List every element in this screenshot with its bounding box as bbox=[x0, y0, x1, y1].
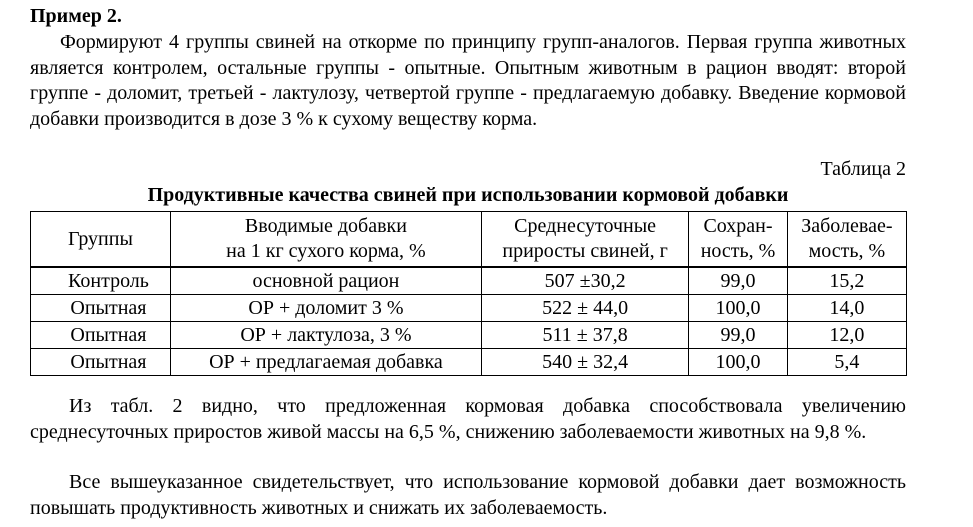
header-groups: Группы bbox=[31, 212, 171, 268]
cell-additive: основной рацион bbox=[170, 267, 481, 295]
header-daily-gain: Среднесуточные приросты свиней, г bbox=[481, 212, 688, 268]
conclusion-paragraph: Все вышеуказанное свидетельствует, что использование кормовой добавки дает возможность повышать продуктивность животных и снижать их заболеваемость. bbox=[30, 471, 906, 519]
cell-gain: 522 ± 44,0 bbox=[481, 295, 688, 322]
table-header-row bbox=[31, 212, 907, 268]
productivity-table bbox=[30, 211, 907, 376]
cell-morbidity: 12,0 bbox=[787, 322, 906, 349]
cell-additive: ОР + лактулоза, 3 % bbox=[170, 322, 481, 349]
header-morbidity: Заболевае- мость, % bbox=[787, 212, 906, 268]
table-caption: Продуктивные качества свиней при использовании кормовой добавки bbox=[147, 184, 789, 206]
table-row bbox=[31, 267, 907, 295]
cell-morbidity: 5,4 bbox=[787, 349, 906, 376]
cell-group: Опытная bbox=[31, 322, 171, 349]
table-row bbox=[31, 322, 907, 349]
cell-survival: 100,0 bbox=[689, 349, 787, 376]
cell-gain: 511 ± 37,8 bbox=[481, 322, 688, 349]
table-row bbox=[31, 295, 907, 322]
cell-survival: 99,0 bbox=[689, 322, 787, 349]
cell-group: Контроль bbox=[31, 267, 171, 295]
cell-survival: 100,0 bbox=[689, 295, 787, 322]
header-survival: Сохран- ность, % bbox=[689, 212, 787, 268]
cell-gain: 507 ±30,2 bbox=[481, 267, 688, 295]
table-row bbox=[31, 349, 907, 376]
cell-morbidity: 14,0 bbox=[787, 295, 906, 322]
results-paragraph: Из табл. 2 видно, что предложенная кормовая добавка способствовала увеличению среднесуточных приростов живой массы на 6,5 %, снижению заболеваемости животных на 9,8 %. bbox=[30, 395, 906, 443]
cell-gain: 540 ± 32,4 bbox=[481, 349, 688, 376]
cell-additive: ОР + предлагаемая добавка bbox=[170, 349, 481, 376]
table-number: Таблица 2 bbox=[820, 158, 906, 180]
intro-paragraph: Формируют 4 группы свиней на откорме по принципу групп-аналогов. Первая группа животных является контролем, остальные группы - опытные. Опытным животным в рацион вводят: второй группе - доломит, третьей - лактулозу, четвертой группе - предлагаемую добавку. Введение кормовой добавки производится в дозе 3 % к сухому веществу корма. bbox=[30, 31, 906, 130]
cell-additive: ОР + доломит 3 % bbox=[170, 295, 481, 322]
example-title: Пример 2. bbox=[30, 5, 122, 27]
cell-group: Опытная bbox=[31, 295, 171, 322]
cell-group: Опытная bbox=[31, 349, 171, 376]
cell-morbidity: 15,2 bbox=[787, 267, 906, 295]
header-additives: Вводимые добавки на 1 кг сухого корма, % bbox=[170, 212, 481, 268]
cell-survival: 99,0 bbox=[689, 267, 787, 295]
